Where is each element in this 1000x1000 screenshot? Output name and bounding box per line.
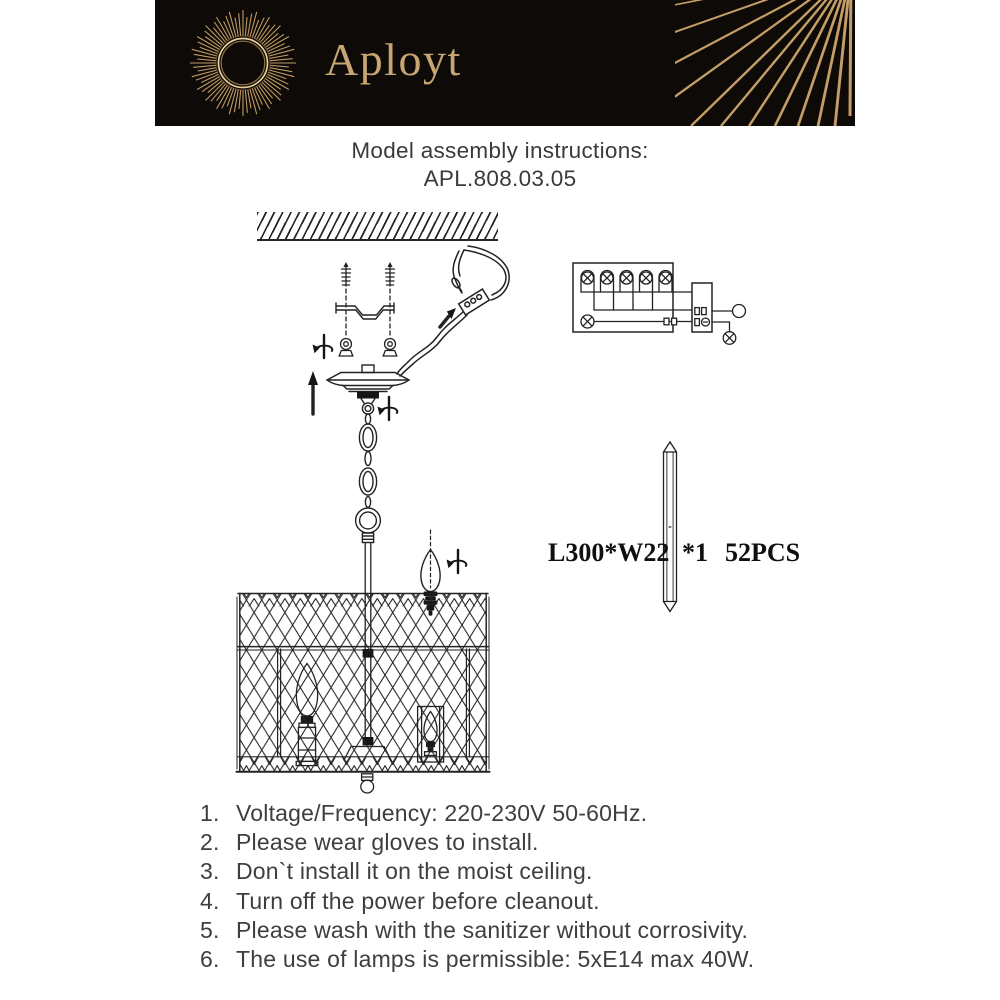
sunburst-logo-icon	[183, 0, 307, 126]
up-arrow-icon	[308, 371, 318, 414]
corner-rays-icon	[675, 0, 855, 126]
wiring-diagram	[573, 263, 746, 344]
brand-banner	[155, 0, 855, 126]
bottom-finial	[361, 774, 374, 793]
list-item: 3. Don`t install it on the moist ceiling.	[200, 858, 593, 885]
model-number: APL.808.03.05	[423, 166, 577, 191]
list-item: 6. The use of lamps is permissible: 5xE14 max 40W.	[200, 946, 755, 973]
part-quantity-label	[682, 538, 800, 568]
crystal-strip	[664, 442, 677, 612]
anchor-screw-right	[383, 262, 397, 356]
ceiling-canopy	[327, 365, 409, 414]
brand-name: Aployt	[325, 34, 462, 85]
list-item: 5. Please wash with the sanitizer without corrosivity.	[200, 916, 749, 943]
power-wire	[397, 246, 509, 376]
list-item: 2. Please wear gloves to install.	[200, 829, 539, 856]
wire-terminal-block	[459, 289, 490, 315]
rotation-icon	[447, 550, 467, 573]
rotation-icon	[378, 397, 398, 420]
part-qty-value: *1	[682, 538, 708, 567]
drum-shade	[237, 594, 490, 793]
list-item: 1. Voltage/Frequency: 220-230V 50-60Hz.	[200, 800, 648, 826]
mounting-bracket	[336, 303, 394, 319]
part-size-label: L300*W22	[548, 538, 670, 567]
page-title: Model assembly instructions:	[351, 138, 649, 163]
instruction-list	[200, 799, 860, 974]
assembly-diagram	[150, 195, 850, 805]
rotation-icon	[313, 335, 333, 358]
hanging-chain	[356, 414, 381, 543]
part-count-value: 52PCS	[725, 538, 801, 567]
anchor-screw-left	[339, 262, 353, 356]
list-item: 4. Turn off the power before cleanout.	[200, 887, 600, 914]
